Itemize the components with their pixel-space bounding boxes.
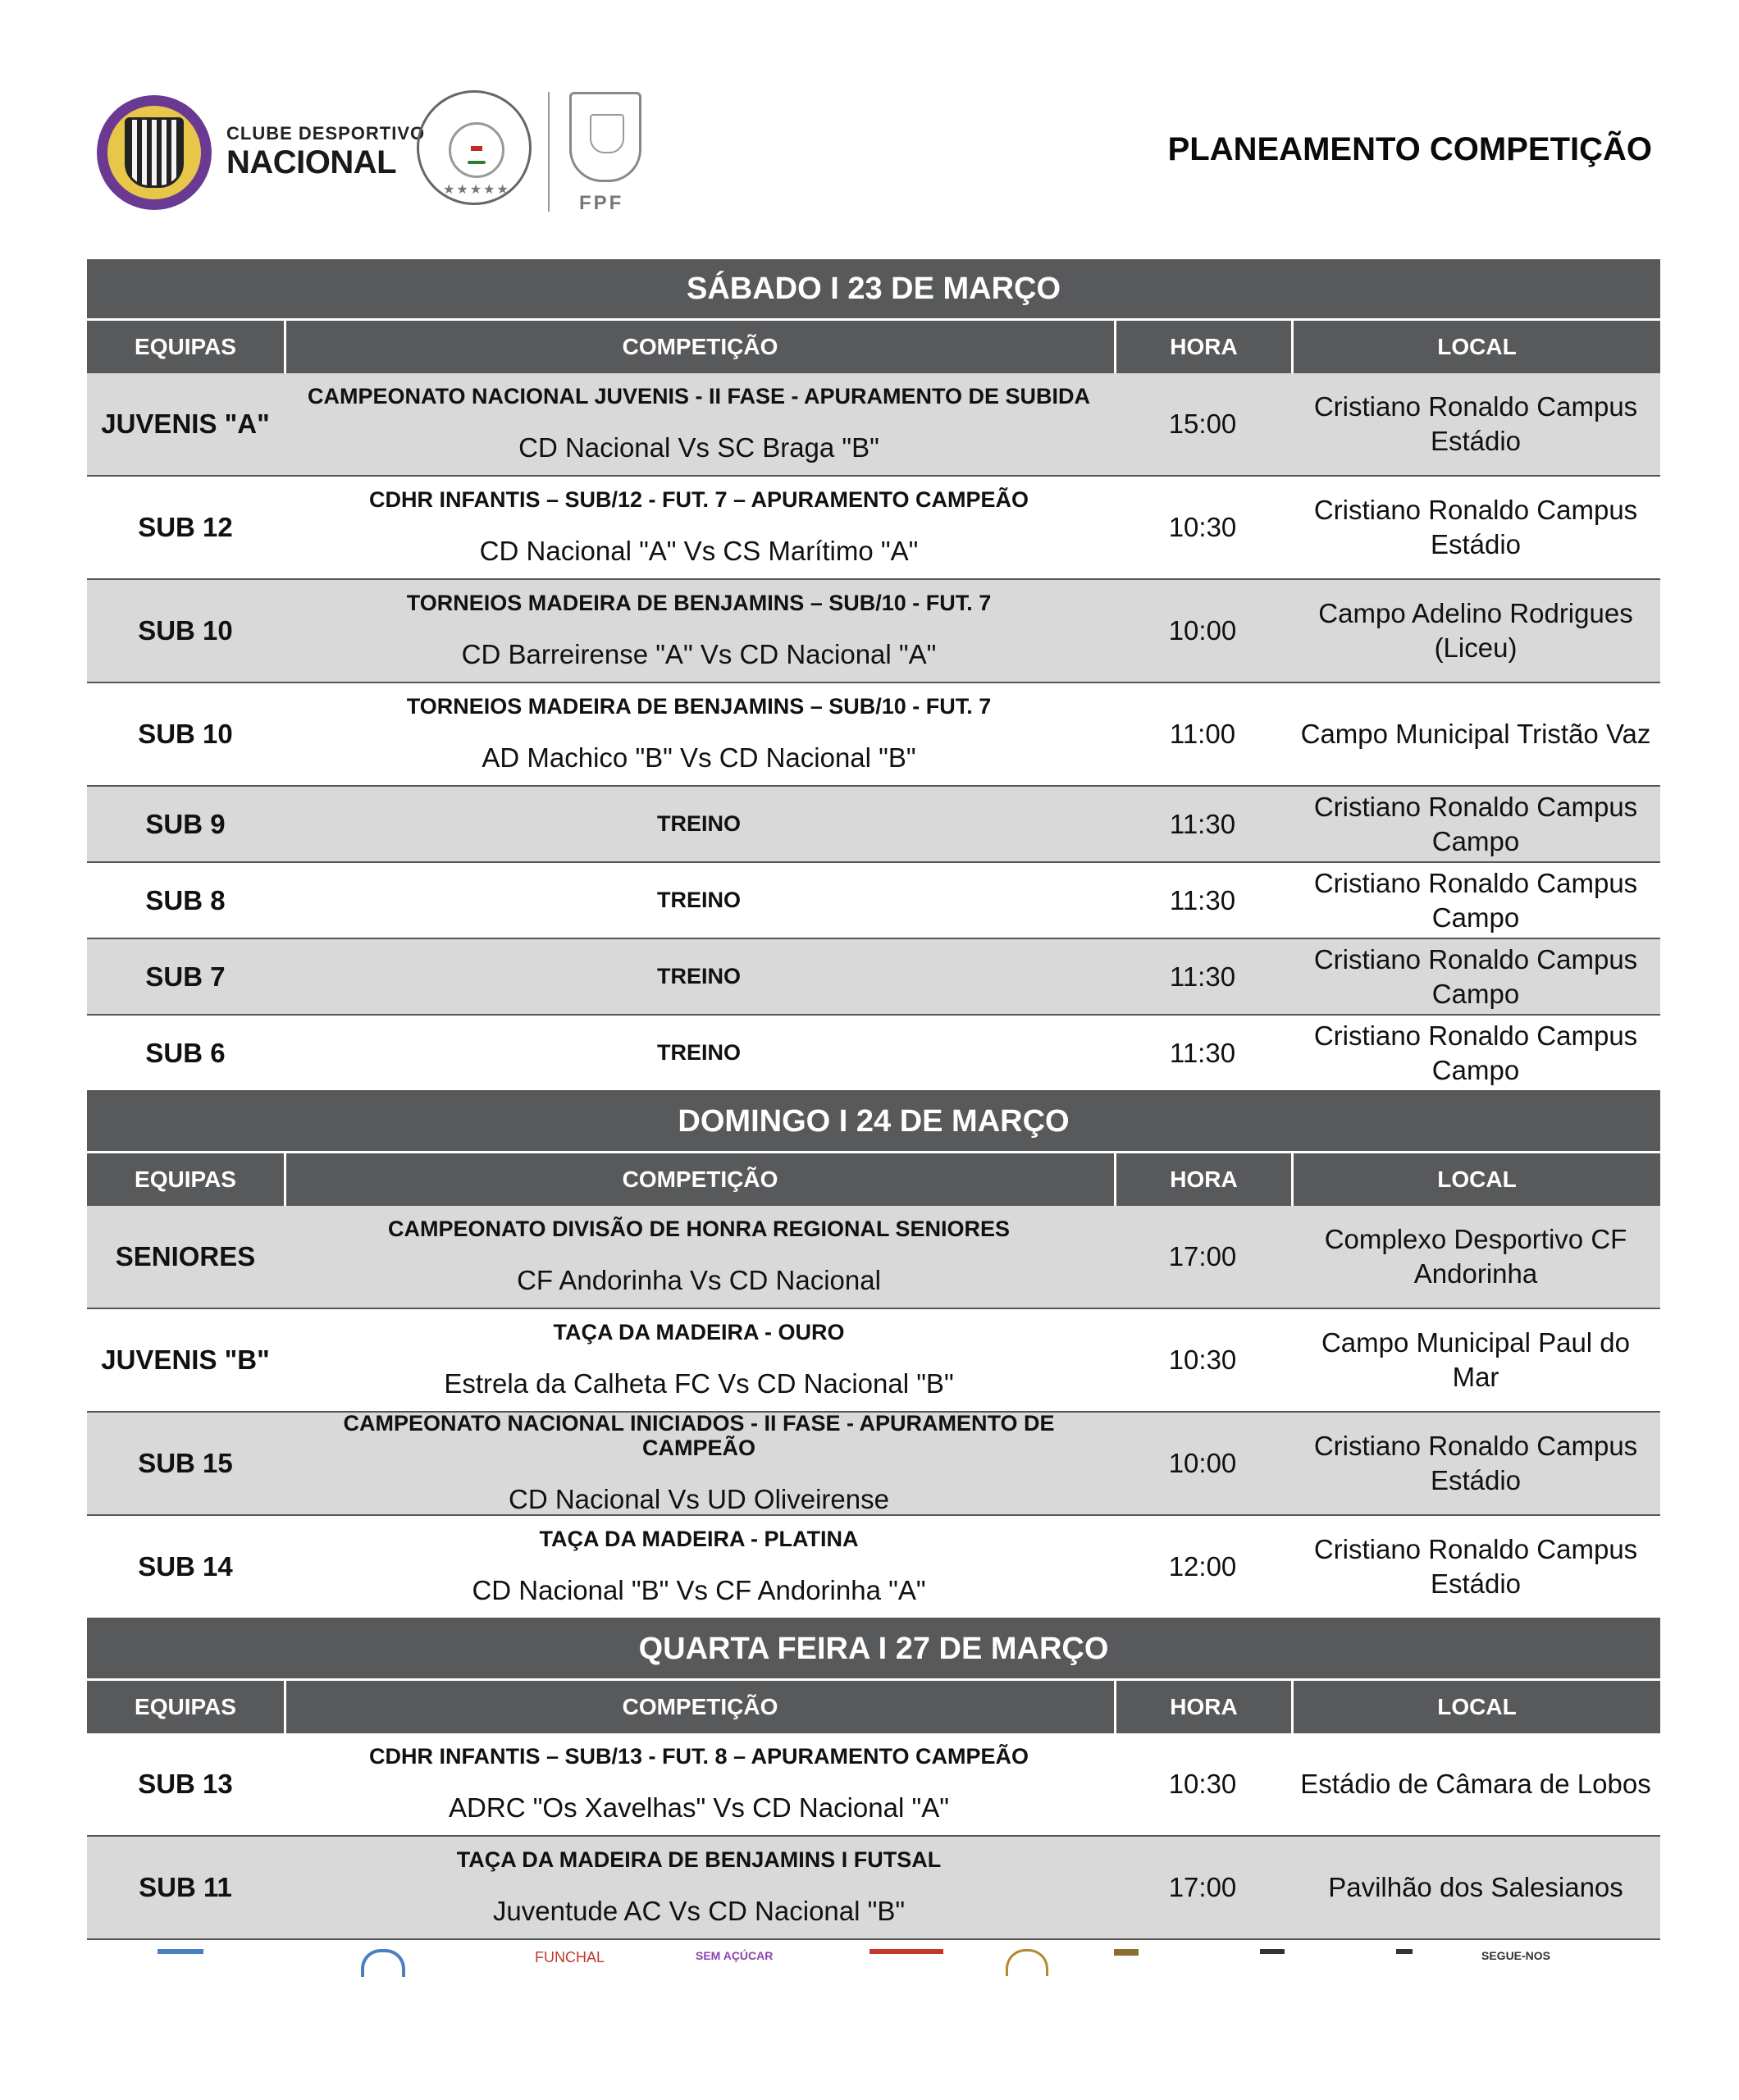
venue-cell bbox=[1291, 683, 1660, 785]
schedule-row bbox=[87, 1309, 1660, 1413]
venue-line2: (Liceu) bbox=[1434, 632, 1518, 663]
time-cell: 10:30 bbox=[1168, 512, 1237, 542]
col-head-team: EQUIPAS bbox=[87, 1153, 284, 1206]
fpf-shield-logo bbox=[569, 92, 641, 182]
col-head-competition: COMPETIÇÃO bbox=[284, 321, 1114, 373]
venue-cell bbox=[1291, 1309, 1660, 1411]
sponsor-logo-brown bbox=[1114, 1949, 1139, 1980]
competition-cell bbox=[284, 1016, 1114, 1090]
col-head-time: HORA bbox=[1114, 1681, 1291, 1733]
venue-line1: Cristiano Ronaldo Campus bbox=[1313, 495, 1638, 526]
club-crest-logo bbox=[97, 95, 212, 210]
sponsor-logo-gold bbox=[1006, 1949, 1048, 1976]
col-head-venue: LOCAL bbox=[1291, 321, 1660, 373]
venue-cell bbox=[1291, 939, 1660, 1014]
sponsor-funchal: FUNCHAL bbox=[535, 1949, 605, 1965]
sponsor-logo-circle bbox=[361, 1949, 405, 1977]
schedule-row bbox=[87, 863, 1660, 939]
col-head-team: EQUIPAS bbox=[87, 321, 284, 373]
sponsor-sem-acucar: SEM AÇÚCAR bbox=[696, 1949, 774, 1962]
competition-title: TREINO bbox=[656, 963, 741, 988]
competition-cell bbox=[284, 863, 1114, 938]
crest-shield bbox=[125, 117, 184, 188]
competition-cell bbox=[284, 1413, 1114, 1514]
venue-line2: Campo bbox=[1431, 825, 1520, 856]
venue-line2: Campo bbox=[1431, 902, 1520, 933]
crest-inner bbox=[107, 106, 201, 199]
certification-seal-logo bbox=[417, 90, 532, 205]
schedule-row bbox=[87, 580, 1660, 683]
column-header-row bbox=[87, 1151, 1660, 1206]
competition-title: TREINO bbox=[656, 887, 741, 912]
day-header: DOMINGO I 24 DE MARÇO bbox=[87, 1092, 1660, 1151]
venue-line1: Estádio de Câmara de Lobos bbox=[1300, 1769, 1651, 1800]
time-cell: 10:30 bbox=[1168, 1344, 1237, 1375]
time-cell: 10:00 bbox=[1168, 615, 1237, 646]
venue-line1: Complexo Desportivo CF bbox=[1324, 1224, 1627, 1255]
schedule-row bbox=[87, 1413, 1660, 1516]
sponsor-logo-dark2 bbox=[1396, 1949, 1413, 1979]
match-fixture: CD Nacional "B" Vs CF Andorinha "A" bbox=[472, 1574, 926, 1605]
day-header: SÁBADO I 23 DE MARÇO bbox=[87, 259, 1660, 318]
col-head-time: HORA bbox=[1114, 321, 1291, 373]
time-cell: 11:30 bbox=[1169, 808, 1236, 839]
venue-line1: Cristiano Ronaldo Campus bbox=[1313, 1534, 1638, 1565]
venue-line1: Cristiano Ronaldo Campus bbox=[1313, 1020, 1638, 1051]
fpf-shield-inner bbox=[590, 114, 624, 153]
competition-title: TREINO bbox=[656, 1039, 741, 1065]
competition-cell bbox=[284, 1733, 1114, 1835]
day-header: QUARTA FEIRA I 27 DE MARÇO bbox=[87, 1619, 1660, 1678]
team-cell: SUB 11 bbox=[139, 1872, 232, 1902]
competition-cell bbox=[284, 477, 1114, 578]
follow-us-label: SEGUE-NOS bbox=[1481, 1949, 1551, 1962]
match-fixture: CD Nacional Vs SC Braga "B" bbox=[518, 431, 879, 463]
match-fixture: CD Nacional Vs UD Oliveirense bbox=[509, 1483, 889, 1514]
venue-line1: Cristiano Ronaldo Campus bbox=[1313, 943, 1638, 975]
sponsor-logo-blue bbox=[157, 1949, 203, 1979]
venue-line1: Pavilhão dos Salesianos bbox=[1328, 1872, 1623, 1903]
team-cell: SUB 9 bbox=[145, 808, 226, 839]
time-cell: 11:00 bbox=[1169, 719, 1236, 749]
match-fixture: Juventude AC Vs CD Nacional "B" bbox=[492, 1895, 906, 1926]
venue-cell bbox=[1291, 1733, 1660, 1835]
time-cell: 11:30 bbox=[1169, 961, 1236, 992]
schedule-row bbox=[87, 1016, 1660, 1092]
match-fixture: AD Machico "B" Vs CD Nacional "B" bbox=[482, 742, 916, 773]
page-header bbox=[0, 0, 1739, 246]
venue-cell bbox=[1291, 1516, 1660, 1618]
venue-line2: Mar bbox=[1452, 1362, 1499, 1392]
match-fixture: CF Andorinha Vs CD Nacional bbox=[517, 1264, 881, 1295]
venue-line1: Cristiano Ronaldo Campus bbox=[1313, 391, 1638, 422]
sponsor-strip bbox=[87, 1949, 1660, 1974]
venue-line2: Estádio bbox=[1430, 1568, 1522, 1599]
venue-line1: Cristiano Ronaldo Campus bbox=[1313, 1431, 1638, 1462]
competition-title: CAMPEONATO NACIONAL INICIADOS - II FASE - APURAMENTO DE CAMPEÃO bbox=[343, 1411, 1055, 1460]
time-cell: 10:00 bbox=[1168, 1448, 1237, 1478]
logo-divider bbox=[548, 92, 550, 212]
schedule-row bbox=[87, 1206, 1660, 1309]
venue-line2: Andorinha bbox=[1413, 1258, 1538, 1289]
sponsor-logo-dark bbox=[1260, 1949, 1285, 1979]
match-fixture: ADRC "Os Xavelhas" Vs CD Nacional "A" bbox=[449, 1792, 949, 1823]
seal-green-mark bbox=[468, 161, 486, 164]
schedule-row bbox=[87, 683, 1660, 787]
venue-cell bbox=[1291, 1016, 1660, 1090]
team-cell: SUB 14 bbox=[138, 1551, 233, 1582]
time-cell: 11:30 bbox=[1169, 1037, 1236, 1068]
venue-line2: Estádio bbox=[1430, 426, 1522, 456]
competition-cell bbox=[284, 373, 1114, 475]
competition-cell bbox=[284, 1837, 1114, 1938]
match-fixture: CD Nacional "A" Vs CS Marítimo "A" bbox=[479, 535, 919, 566]
page-title: PLANEAMENTO COMPETIÇÃO bbox=[1167, 131, 1652, 167]
team-cell: SUB 15 bbox=[138, 1448, 233, 1478]
venue-line1: Campo Adelino Rodrigues bbox=[1318, 598, 1633, 629]
venue-line1: Campo Municipal Paul do bbox=[1321, 1327, 1631, 1358]
competition-title: TREINO bbox=[656, 810, 741, 836]
competition-cell bbox=[284, 1309, 1114, 1411]
venue-line2: Estádio bbox=[1430, 529, 1522, 559]
time-cell: 17:00 bbox=[1168, 1872, 1237, 1902]
schedule-row bbox=[87, 1516, 1660, 1619]
seal-red-mark bbox=[471, 146, 482, 151]
competition-title: CAMPEONATO NACIONAL JUVENIS - II FASE - APURAMENTO DE SUBIDA bbox=[307, 384, 1091, 409]
venue-cell bbox=[1291, 477, 1660, 578]
match-fixture: CD Barreirense "A" Vs CD Nacional "A" bbox=[461, 638, 937, 669]
schedule-row bbox=[87, 477, 1660, 580]
venue-cell bbox=[1291, 1837, 1660, 1938]
venue-cell bbox=[1291, 1206, 1660, 1308]
team-cell: SUB 10 bbox=[138, 719, 233, 749]
team-cell: JUVENIS "B" bbox=[101, 1344, 270, 1375]
team-cell: SENIORES bbox=[115, 1241, 256, 1271]
venue-cell bbox=[1291, 787, 1660, 861]
venue-cell bbox=[1291, 1413, 1660, 1514]
competition-cell bbox=[284, 939, 1114, 1014]
competition-cell bbox=[284, 580, 1114, 682]
team-cell: SUB 7 bbox=[145, 961, 226, 992]
team-cell: SUB 6 bbox=[145, 1037, 226, 1068]
col-head-competition: COMPETIÇÃO bbox=[284, 1681, 1114, 1733]
venue-line1: Cristiano Ronaldo Campus bbox=[1313, 867, 1638, 898]
competition-title: TAÇA DA MADEIRA - PLATINA bbox=[539, 1527, 859, 1552]
schedule-table bbox=[87, 259, 1660, 1940]
schedule-row bbox=[87, 1837, 1660, 1940]
seal-ball bbox=[449, 122, 504, 178]
schedule-row bbox=[87, 787, 1660, 863]
venue-cell bbox=[1291, 373, 1660, 475]
competition-title: TORNEIOS MADEIRA DE BENJAMINS – SUB/10 - FUT. 7 bbox=[406, 694, 992, 719]
fpf-label: FPF bbox=[579, 192, 624, 214]
time-cell: 17:00 bbox=[1168, 1241, 1237, 1271]
time-cell: 11:30 bbox=[1169, 884, 1236, 915]
venue-line1: Campo Municipal Tristão Vaz bbox=[1300, 719, 1651, 750]
competition-title: CDHR INFANTIS – SUB/13 - FUT. 8 – APURAMENTO CAMPEÃO bbox=[368, 1744, 1029, 1769]
team-cell: JUVENIS "A" bbox=[101, 409, 270, 439]
competition-cell bbox=[284, 683, 1114, 785]
venue-line2: Estádio bbox=[1430, 1465, 1522, 1495]
time-cell: 10:30 bbox=[1168, 1769, 1237, 1799]
competition-cell bbox=[284, 787, 1114, 861]
venue-cell bbox=[1291, 580, 1660, 682]
competition-title: TORNEIOS MADEIRA DE BENJAMINS – SUB/10 - FUT. 7 bbox=[406, 591, 992, 616]
team-cell: SUB 12 bbox=[138, 512, 233, 542]
col-head-time: HORA bbox=[1114, 1153, 1291, 1206]
match-fixture: Estrela da Calheta FC Vs CD Nacional "B" bbox=[444, 1367, 954, 1399]
competition-title: TAÇA DA MADEIRA DE BENJAMINS I FUTSAL bbox=[456, 1847, 942, 1873]
club-name bbox=[226, 125, 425, 179]
schedule-row bbox=[87, 373, 1660, 477]
column-header-row bbox=[87, 318, 1660, 373]
col-head-team: EQUIPAS bbox=[87, 1681, 284, 1733]
venue-cell bbox=[1291, 863, 1660, 938]
team-cell: SUB 8 bbox=[145, 884, 226, 915]
sponsor-logo-red bbox=[870, 1949, 943, 1979]
competition-title: CDHR INFANTIS – SUB/12 - FUT. 7 – APURAMENTO CAMPEÃO bbox=[368, 487, 1029, 513]
club-name-line2: NACIONAL bbox=[226, 144, 397, 180]
competition-cell bbox=[284, 1206, 1114, 1308]
team-cell: SUB 13 bbox=[138, 1769, 233, 1799]
club-name-line1: CLUBE DESPORTIVO bbox=[226, 123, 426, 144]
time-cell: 15:00 bbox=[1168, 409, 1237, 439]
competition-title: TAÇA DA MADEIRA - OURO bbox=[553, 1320, 845, 1345]
team-cell: SUB 10 bbox=[138, 615, 233, 646]
col-head-venue: LOCAL bbox=[1291, 1681, 1660, 1733]
competition-cell bbox=[284, 1516, 1114, 1618]
schedule-row bbox=[87, 1733, 1660, 1837]
col-head-competition: COMPETIÇÃO bbox=[284, 1153, 1114, 1206]
venue-line2: Campo bbox=[1431, 978, 1520, 1009]
time-cell: 12:00 bbox=[1168, 1551, 1237, 1582]
column-header-row bbox=[87, 1678, 1660, 1733]
venue-line2: Campo bbox=[1431, 1054, 1520, 1085]
schedule-row bbox=[87, 939, 1660, 1016]
venue-line1: Cristiano Ronaldo Campus bbox=[1313, 791, 1638, 822]
seal-stars: ★★★★★ bbox=[443, 183, 510, 197]
competition-title: CAMPEONATO DIVISÃO DE HONRA REGIONAL SENIORES bbox=[387, 1217, 1011, 1242]
col-head-venue: LOCAL bbox=[1291, 1153, 1660, 1206]
